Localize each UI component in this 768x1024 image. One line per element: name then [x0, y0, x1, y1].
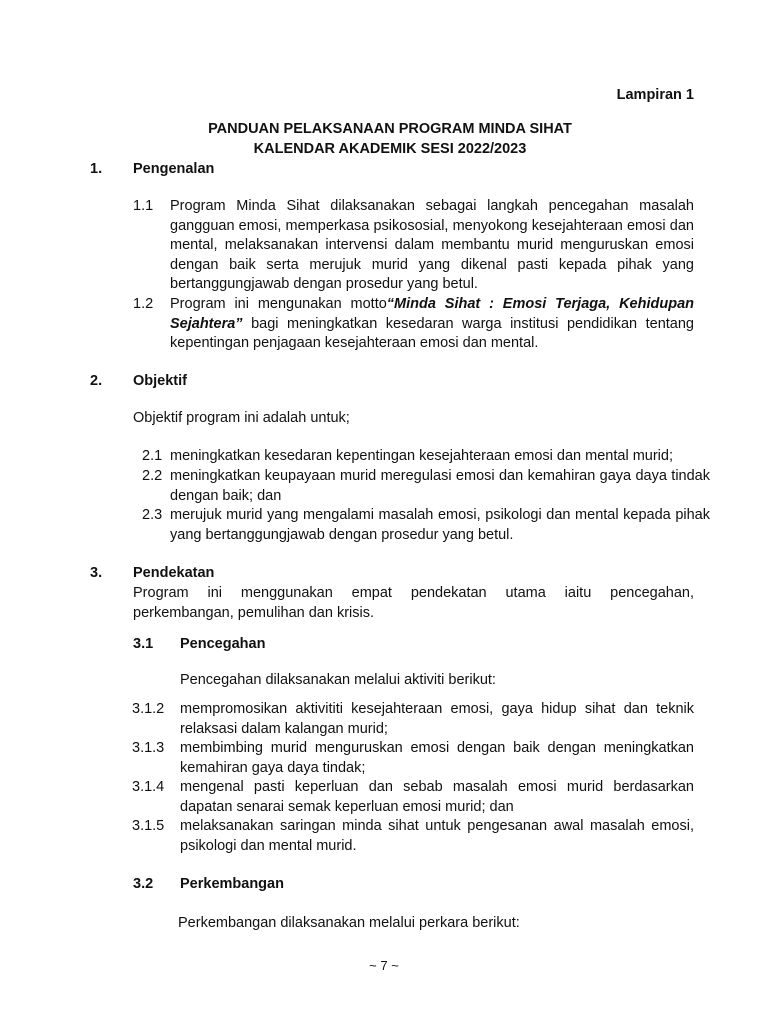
subsection-3-1-heading: Pencegahan [180, 636, 266, 652]
item-2-1-number: 2.1 [142, 448, 163, 464]
subsection-3-1-intro: Pencegahan dilaksanakan melalui aktiviti berikut: [180, 672, 496, 688]
item-1-2-number: 1.2 [133, 296, 154, 312]
item-1-2-text [170, 295, 694, 354]
document-title-line1: PANDUAN PELAKSANAAN PROGRAM MINDA SIHAT [208, 121, 572, 137]
section1-heading: Pengenalan [133, 161, 215, 177]
item-3-1-2-text: mempromosikan aktivititi kesejahteraan emosi, gaya hidup sihat dan teknik relaksasi dalam kalangan murid; [180, 701, 694, 737]
item-1-1-number: 1.1 [133, 198, 154, 214]
item-2-1-text: meningkatkan kesedaran kepentingan kesejahteraan emosi dan mental murid; [170, 448, 673, 464]
item-3-1-4-number: 3.1.4 [132, 779, 165, 795]
section3-intro: Program ini menggunakan empat pendekatan utama iaitu pencegahan, perkembangan, pemulihan dan krisis. [133, 585, 694, 621]
item-2-3-number: 2.3 [142, 507, 163, 523]
item-1-2-text-before: Program ini mengunakan motto [170, 296, 387, 312]
section3-heading: Pendekatan [133, 565, 215, 581]
section2-intro: Objektif program ini adalah untuk; [133, 410, 350, 426]
subsection-3-2-number: 3.2 [133, 876, 154, 892]
item-1-1-text: Program Minda Sihat dilaksanakan sebagai langkah pencegahan masalah gangguan emosi, memperkasa psikososial, menyokong kesejahteraan emosi dan mental, melaksanakan intervensi dalam membantu murid menguruskan emosi dengan baik serta merujuk murid yang dikenal pasti kepada pihak yang bertanggungjawab dengan prosedur yang betul. [170, 198, 694, 292]
page-number: ~ 7 ~ [369, 958, 399, 973]
document-title-line2: KALENDAR AKADEMIK SESI 2022/2023 [253, 141, 527, 157]
item-2-3-text: merujuk murid yang mengalami masalah emosi, psikologi dan mental kepada pihak yang bertanggungjawab dengan prosedur yang betul. [170, 507, 710, 543]
program-motto: “Minda Sihat : Emosi Terjaga, Kehidupan Sejahtera” [170, 296, 694, 332]
item-1-2-text-after: bagi meningkatkan kesedaran warga institusi pendidikan tentang kepentingan penjagaan kesejahteraan emosi dan mental. [170, 315, 694, 351]
section1-number: 1. [90, 161, 103, 177]
item-3-1-4-text: mengenal pasti keperluan dan sebab masalah emosi murid berdasarkan dapatan senarai semak keperluan emosi murid; dan [180, 779, 694, 815]
section2-number: 2. [90, 373, 103, 389]
item-3-1-3-number: 3.1.3 [132, 740, 165, 756]
subsection-3-2-heading: Perkembangan [180, 876, 284, 892]
item-3-1-5-number: 3.1.5 [132, 818, 165, 834]
section3-number: 3. [90, 565, 103, 581]
item-3-1-3-text: membimbing murid menguruskan emosi dengan baik dengan meningkatkan kemahiran gaya daya tindak; [180, 740, 694, 776]
attachment-label: Lampiran 1 [616, 87, 694, 103]
item-2-2-text: meningkatkan keupayaan murid meregulasi emosi dan kemahiran gaya daya tindak dengan baik; dan [170, 468, 710, 504]
section2-heading: Objektif [133, 373, 187, 389]
item-3-1-2-number: 3.1.2 [132, 701, 165, 717]
item-2-2-number: 2.2 [142, 468, 163, 484]
item-3-1-5-text: melaksanakan saringan minda sihat untuk pengesanan awal masalah emosi, psikologi dan mental murid. [180, 818, 694, 854]
subsection-3-1-number: 3.1 [133, 636, 154, 652]
subsection-3-2-intro: Perkembangan dilaksanakan melalui perkara berikut: [178, 915, 520, 931]
